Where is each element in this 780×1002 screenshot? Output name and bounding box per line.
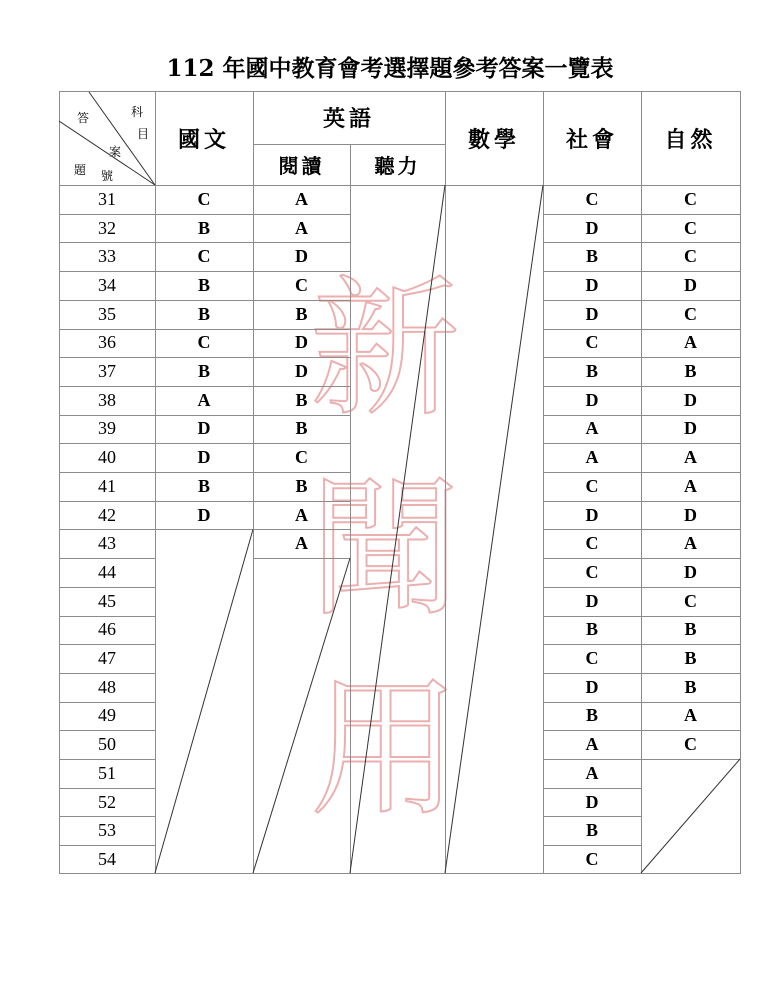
question-number: 42	[98, 504, 116, 525]
answer-social: C	[585, 332, 599, 353]
header-english-listening: 聽力	[374, 154, 421, 178]
answer-english_reading: C	[295, 447, 308, 468]
answer-english_reading: A	[295, 504, 308, 525]
question-number: 48	[98, 676, 116, 697]
answer-chinese: D	[197, 447, 211, 468]
answer-social: B	[585, 246, 598, 267]
answer-social: D	[585, 389, 599, 410]
answer-science: B	[684, 619, 697, 640]
question-number: 43	[98, 533, 116, 554]
corner-label: 案	[109, 145, 122, 159]
corner-label: 目	[137, 127, 150, 141]
question-number: 39	[98, 418, 116, 439]
answer-science: D	[684, 389, 697, 410]
answer-social: C	[585, 848, 599, 869]
page-title: 112 年國中教育會考選擇題參考答案一覽表	[166, 55, 614, 82]
answer-social: D	[585, 590, 599, 611]
answer-english_reading: B	[295, 418, 308, 439]
answer-english_reading: D	[295, 246, 308, 267]
answer-social: A	[585, 447, 599, 468]
answer-social: D	[585, 791, 599, 812]
answer-social: D	[585, 303, 599, 324]
answer-chinese: B	[197, 361, 210, 382]
question-number: 41	[98, 475, 116, 496]
question-number: 50	[98, 734, 116, 755]
question-number: 38	[98, 389, 116, 410]
answer-social: B	[585, 820, 598, 841]
question-number: 51	[98, 762, 116, 783]
answer-science: D	[684, 561, 697, 582]
header-math: 數學	[467, 127, 520, 153]
question-number: 32	[98, 217, 116, 238]
answer-chinese: C	[197, 246, 211, 267]
answer-english_reading: A	[295, 188, 308, 209]
answer-science: B	[684, 361, 697, 382]
corner-label: 科	[131, 105, 144, 119]
answer-science: A	[684, 332, 697, 353]
answer-science: C	[684, 246, 697, 267]
diagonal-lines	[59, 91, 741, 875]
answer-science: C	[684, 217, 697, 238]
header-english-reading: 閱讀	[278, 154, 325, 178]
watermark-char: 用	[309, 663, 460, 837]
watermark-char: 聞	[309, 463, 460, 637]
answer-social: B	[585, 619, 598, 640]
header-science: 自然	[664, 127, 717, 153]
answer-social: C	[585, 561, 599, 582]
answer-science: D	[684, 274, 697, 295]
question-number: 34	[98, 274, 116, 295]
corner-label: 答	[77, 111, 90, 125]
answer-science: A	[684, 533, 697, 554]
question-number: 40	[98, 447, 116, 468]
answer-science: A	[684, 475, 697, 496]
question-number: 44	[98, 561, 116, 582]
answer-science: D	[684, 504, 697, 525]
corner-label: 題	[74, 163, 87, 177]
question-number: 33	[98, 246, 116, 267]
answer-english_reading: C	[295, 274, 308, 295]
question-number: 47	[98, 648, 116, 669]
question-number: 52	[98, 791, 116, 812]
watermark-char: 新	[309, 263, 460, 437]
answer-science: A	[684, 447, 697, 468]
answer-chinese: B	[197, 274, 210, 295]
answer-social: A	[585, 762, 599, 783]
answer-science: C	[684, 734, 697, 755]
question-number: 45	[98, 590, 116, 611]
corner-label: 號	[101, 169, 114, 183]
answer-science: A	[684, 705, 697, 726]
answer-chinese: A	[197, 389, 211, 410]
answer-social: C	[585, 475, 599, 496]
answer-social: A	[585, 418, 599, 439]
question-number: 36	[98, 332, 116, 353]
answer-english_reading: B	[295, 475, 308, 496]
answer-social: C	[585, 533, 599, 554]
answer-science: C	[684, 590, 697, 611]
answer-chinese: D	[197, 504, 211, 525]
answer-english_reading: B	[295, 303, 308, 324]
answer-chinese: B	[197, 303, 210, 324]
answer-chinese: B	[197, 475, 210, 496]
answer-english_reading: B	[295, 389, 308, 410]
answer-science: C	[684, 303, 697, 324]
answer-chinese: C	[197, 332, 211, 353]
question-number: 49	[98, 705, 116, 726]
answer-social: C	[585, 648, 599, 669]
answer-social: D	[585, 274, 599, 295]
answer-english_reading: D	[295, 361, 308, 382]
answer-english_reading: A	[295, 217, 308, 238]
question-number: 46	[98, 619, 116, 640]
answer-chinese: C	[197, 188, 211, 209]
answer-social: D	[585, 217, 599, 238]
answer-english_reading: A	[295, 533, 308, 554]
answer-science: D	[684, 418, 697, 439]
header-social: 社會	[565, 127, 618, 153]
header-chinese: 國文	[177, 127, 230, 153]
answer-chinese: B	[197, 217, 210, 238]
answer-science: B	[684, 676, 697, 697]
answer-table	[59, 91, 740, 873]
question-number: 53	[98, 820, 116, 841]
answer-social: C	[585, 188, 599, 209]
answer-social: A	[585, 734, 599, 755]
answer-social: D	[585, 504, 599, 525]
answer-science: C	[684, 188, 697, 209]
answer-social: D	[585, 676, 599, 697]
answer-science: B	[684, 648, 697, 669]
question-number: 31	[98, 188, 116, 209]
header-english: 英語	[322, 107, 375, 132]
question-number: 37	[98, 361, 116, 382]
answer-english_reading: D	[295, 332, 308, 353]
answer-social: B	[585, 361, 598, 382]
answer-social: B	[585, 705, 598, 726]
answer-chinese: D	[197, 418, 211, 439]
question-number: 54	[98, 848, 116, 869]
question-number: 35	[98, 303, 116, 324]
